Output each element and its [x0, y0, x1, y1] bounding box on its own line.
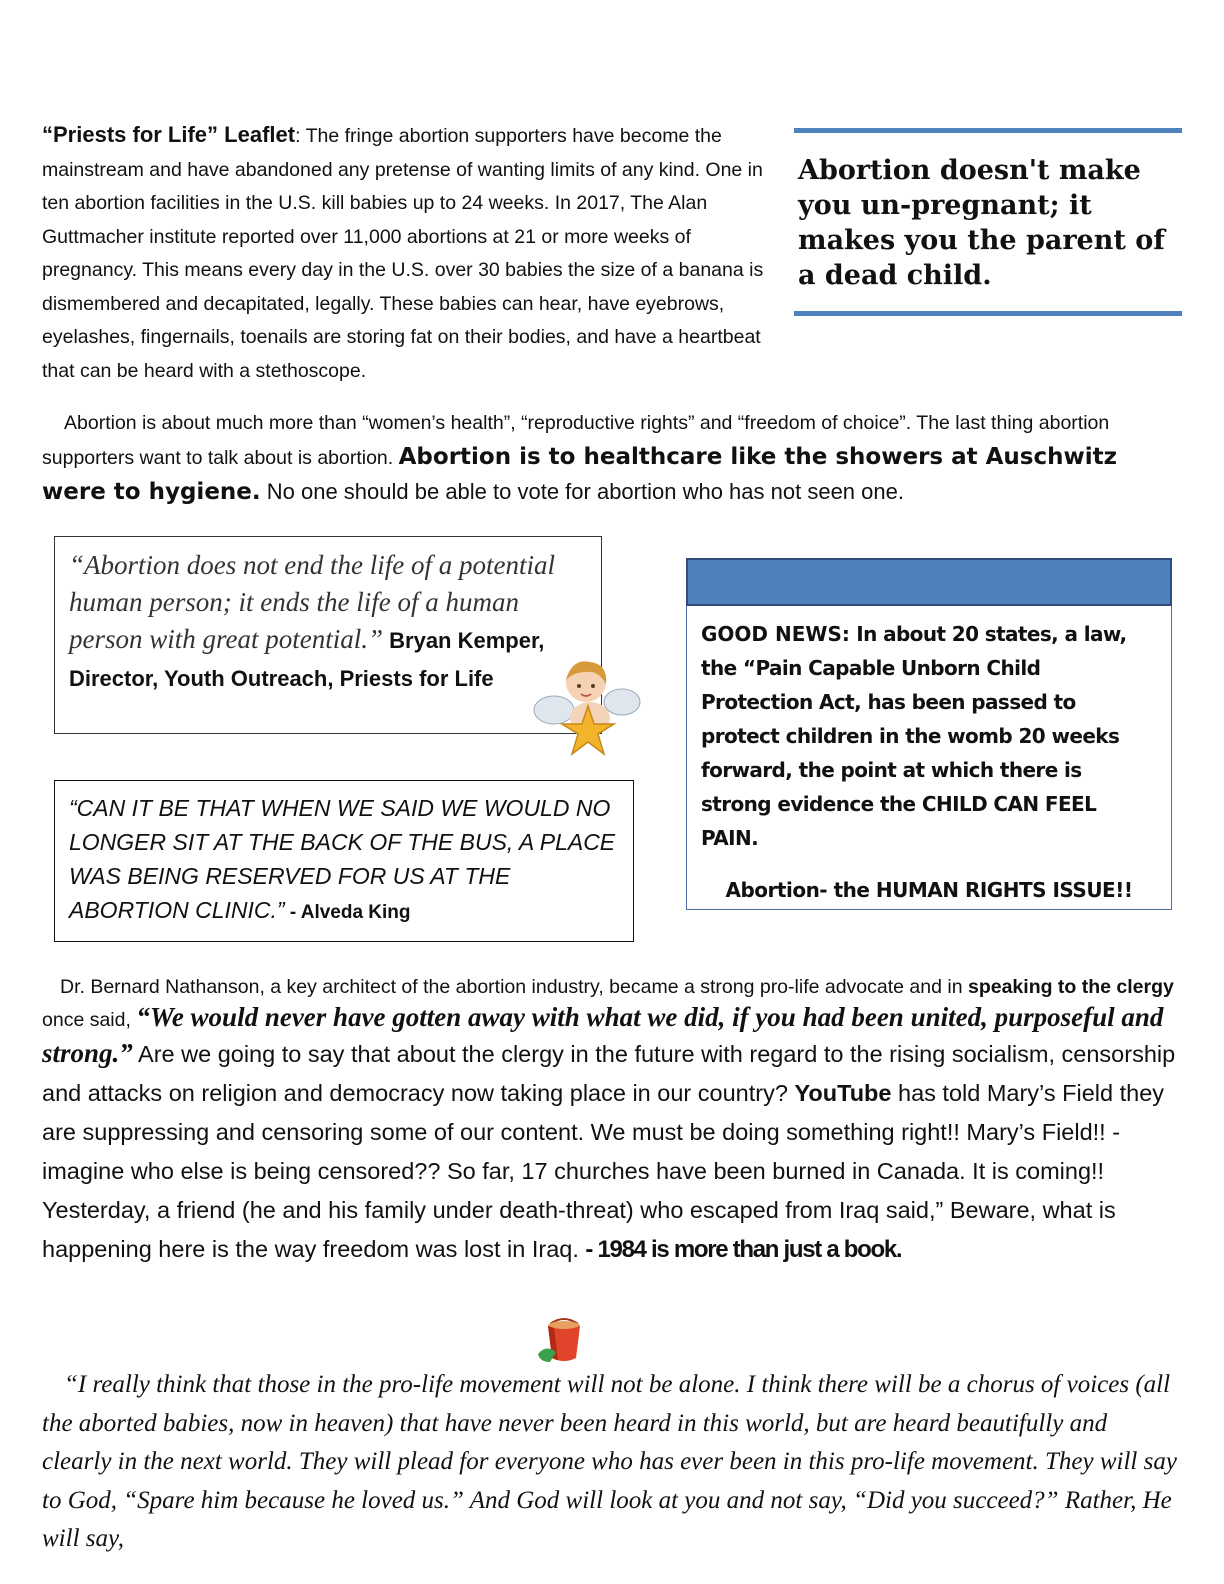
nathanson-quote: “We would never have gotten away with what we did, if you had been united, purposeful and strong.” [42, 1002, 1164, 1068]
angel-with-star-icon [532, 650, 642, 760]
king-quote-box [54, 780, 634, 942]
nathanson-paragraph [42, 972, 1182, 1269]
good-news-tagline: Abortion- the HUMAN RIGHTS ISSUE!! [725, 878, 1133, 902]
king-quote: “CAN IT BE THAT WHEN WE SAID WE WOULD NO LONGER SIT AT THE BACK OF THE BUS, A PLACE WAS BEING RESERVED FOR US AT THE ABORTION CLINIC.” [69, 795, 616, 923]
chorus-quote-paragraph [42, 1366, 1182, 1559]
good-news-label: GOOD NEWS: [701, 622, 850, 646]
para3-rest1: Are we going to say that about the clergy in the future with regard to the rising socialism, censorship and attacks on religion and democracy now taking place in our country? [42, 1041, 1176, 1106]
para3-rest2: has told Mary’s Field they are suppressing and censoring some of our content. We must be doing something right!! Mary’s Field!! - imagine who else is being censored?? So far, 17 churches have been burned in Canada. It is coming!! Yesterday, a friend (he and his family under death-threat) who escaped from Iraq said,” Beware, what is happening here is the way freedom was lost in Iraq. [42, 1080, 1165, 1262]
leaflet-separator: : [295, 125, 306, 147]
para3-clergy: speaking to the clergy [967, 976, 1174, 998]
para3-closing: - 1984 is more than just a book. [585, 1236, 902, 1263]
para3-mid: once said, [42, 1009, 137, 1031]
pull-quote-text: Abortion doesn't make you un-pregnant; it makes you the parent of a dead child. [798, 155, 1165, 291]
kemper-quote: “Abortion does not end the life of a potential human person; it ends the life of a human person with great potential.” [69, 550, 555, 654]
kemper-attribution: Bryan Kemper, Director, Youth Outreach, Priests for Life [69, 628, 545, 691]
para2-tail: No one should be able to vote for abortion who has not seen one. [260, 479, 904, 504]
good-news-text: In about 20 states, a law, the “Pain Capable Unborn Child Protection Act, has been passed to protect children in the womb 20 weeks forward, the point at which there is strong evidence the CHILD CAN FEEL PAIN. [701, 622, 1127, 850]
good-news-box [686, 558, 1172, 910]
healthcare-paragraph [42, 406, 1182, 510]
para2-text: Abortion is about much more than “women’s health”, “reproductive rights” and “freedom of choice”. The last thing abortion supporters want to talk about is abortion. [42, 412, 1110, 469]
youtube-mention: YouTube [794, 1080, 892, 1106]
kemper-quote-box [54, 536, 602, 734]
leaflet-paragraph [42, 118, 1182, 388]
leaflet-title: “Priests for Life” Leaflet [42, 122, 296, 147]
para2-bold: Abortion is to healthcare like the showers at Auschwitz were to hygiene. [42, 444, 1118, 505]
leaflet-body: The fringe abortion supporters have become the mainstream and have abandoned any pretense of wanting limits of any kind. One in ten abortion facilities in the U.S. kill babies up to 24 weeks. In 2017, The Alan Guttmacher institute reported over 11,000 abortions at 21 or more weeks of pregnancy. This means every day in the U.S. over 30 babies the size of a banana is dismembered and decapitated, legally. These babies can hear, have eyebrows, eyelashes, fingernails, toenails are storing fat on their bodies, and have a heartbeat that can be heard with a stethoscope. [42, 125, 764, 382]
pull-quote [794, 128, 1182, 316]
good-news-body [701, 617, 1157, 907]
king-attribution: - Alveda King [284, 902, 411, 923]
para3-intro: Dr. Bernard Nathanson, a key architect of the abortion industry, became a strong pro-life advocate and in [60, 976, 968, 998]
sand-bucket-icon [536, 1314, 592, 1366]
para4-text: “I really think that those in the pro-life movement will not be alone. I think there will be a chorus of voices (all the aborted babies, now in heaven) that have never been heard in this world, but are heard beautifully and clearly in the next world. They will plead for everyone who has ever been in this pro-life movement. They will say to God, “Spare him because he loved us.” And God will look at you and not say, “Did you succeed?” Rather, He will say, [42, 1371, 1177, 1552]
good-news-header-bar [686, 558, 1172, 606]
